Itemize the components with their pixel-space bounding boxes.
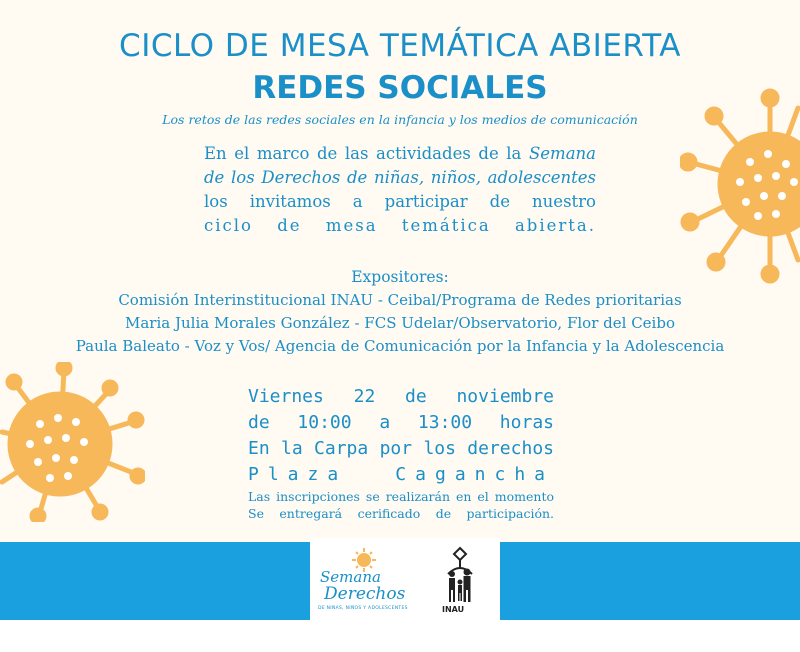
expositores-list xyxy=(0,289,800,358)
event-note-1: Las inscripciones se realizarán en el momento xyxy=(248,489,554,504)
intro-paragraph xyxy=(204,142,596,238)
intro-line-1: En el marco de las actividades de la Semana xyxy=(204,144,596,163)
event-date: Viernes 22 de noviembre xyxy=(248,386,554,407)
sun-virus-icon-left xyxy=(0,362,145,522)
inau-logo-text: INAU xyxy=(442,605,465,614)
event-venue: En la Carpa por los derechos xyxy=(248,438,554,459)
subtitle: Los retos de las redes sociales en la infancia y los medios de comunicación xyxy=(162,112,638,127)
logos-panel xyxy=(310,538,500,622)
derechos-logo-word: Derechos xyxy=(324,584,406,604)
footer-bottom-bar xyxy=(0,620,800,652)
expositor-item: Maria Julia Morales González - FCS Udelar/Observatorio, Flor del Ceibo xyxy=(125,314,675,332)
intro-line-3: los invitamos a participar de nuestro xyxy=(204,192,596,211)
inau-family-icon xyxy=(440,544,480,606)
expositor-item: Comisión Interinstitucional INAU - Ceibal/Programa de Redes prioritarias xyxy=(118,291,682,309)
event-place: Plaza Cagancha xyxy=(248,464,554,485)
expositores-heading: Expositores: xyxy=(351,268,449,286)
title-line-2: REDES SOCIALES xyxy=(252,70,548,106)
intro-line-2: de los Derechos de niñas, niños, adolescentes xyxy=(204,168,596,187)
semana-logo-word: Semana xyxy=(320,568,381,586)
event-note-2: Se entregará cerificado de participación. xyxy=(248,506,554,521)
semana-logo-tagline: DE NIÑAS, NIÑOS Y ADOLESCENTES xyxy=(318,606,408,611)
title-line-1: CICLO DE MESA TEMÁTICA ABIERTA xyxy=(119,28,681,64)
event-time: de 10:00 a 13:00 horas xyxy=(248,412,554,433)
intro-line-4: ciclo de mesa temática abierta. xyxy=(204,216,596,235)
event-details xyxy=(248,384,554,522)
expositor-item: Paula Baleato - Voz y Vos/ Agencia de Comunicación por la Infancia y la Adolescencia xyxy=(75,337,725,355)
